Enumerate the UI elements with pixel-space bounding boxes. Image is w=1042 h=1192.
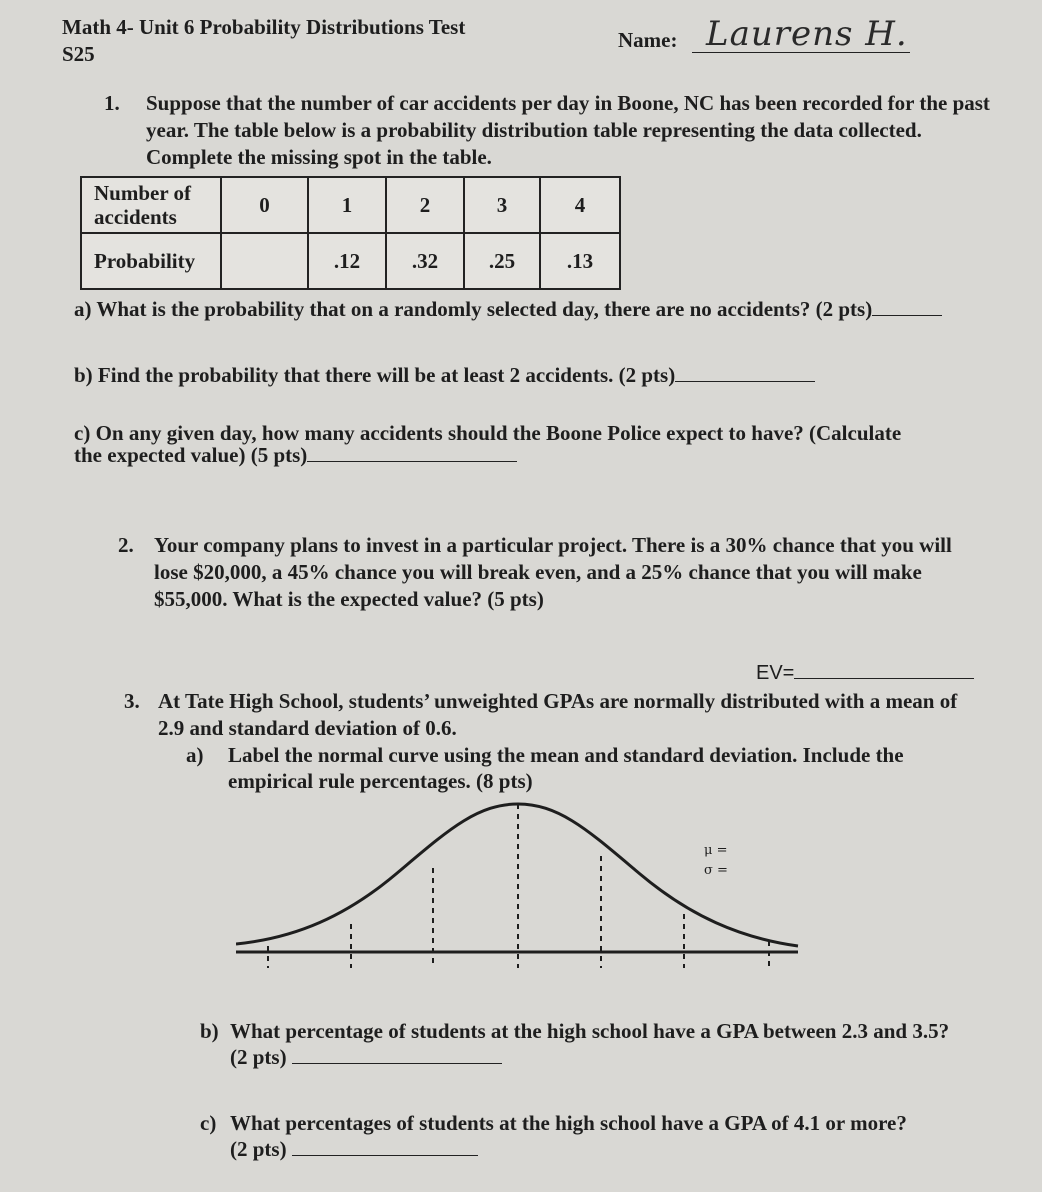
ev-label: EV= [756, 662, 795, 684]
question-3b-label: b) [200, 1019, 219, 1043]
question-1 [104, 90, 1004, 171]
sigma-label: σ = [704, 863, 728, 878]
question-1c-line1: c) On any given day, how many accidents should the Boone Police expect to have? (Calculate [74, 421, 902, 445]
question-1b-text: b) Find the probability that there will be at least 2 accidents. (2 pts) [74, 363, 676, 387]
question-3c-points [230, 1136, 1000, 1162]
question-3a-label: a) [186, 743, 204, 767]
probability-table [80, 176, 621, 290]
table-header-accidents: Number of accidents [81, 177, 221, 233]
name-label: Name: [618, 28, 678, 52]
question-2-number: 2. [118, 533, 134, 557]
question-1a [74, 296, 1034, 322]
answer-blank-3b[interactable] [292, 1045, 502, 1064]
table-header-probability: Probability [81, 233, 221, 289]
question-3a-text: Label the normal curve using the mean and standard deviation. Include the empirical rule percentages. (8 pts) [228, 743, 904, 793]
table-cell-missing[interactable] [221, 233, 308, 289]
table-cell-p: .13 [540, 233, 620, 289]
table-cell-x: 0 [221, 177, 308, 233]
question-3a [186, 742, 926, 794]
table-cell-x: 4 [540, 177, 620, 233]
table-cell-p: .12 [308, 233, 386, 289]
answer-blank-3c[interactable] [292, 1137, 478, 1156]
question-3c-text: What percentages of students at the high school have a GPA of 4.1 or more? [230, 1111, 907, 1135]
table-cell-x: 1 [308, 177, 386, 233]
question-3-text: At Tate High School, students’ unweighted GPAs are normally distributed with a mean of 2.9 and standard deviation of 0.6. [158, 689, 958, 740]
question-3c-label: c) [200, 1111, 217, 1135]
question-3b-points [230, 1044, 1000, 1070]
table-row-accidents [81, 177, 620, 233]
table-cell-x: 2 [386, 177, 464, 233]
normal-curve-diagram [236, 796, 802, 988]
question-2 [118, 532, 988, 613]
answer-blank-1c[interactable] [307, 443, 517, 462]
question-2-ev [756, 662, 974, 685]
answer-blank-1a[interactable] [872, 297, 942, 316]
answer-blank-1b[interactable] [675, 363, 815, 382]
question-1c-line2 [74, 442, 1034, 468]
question-1-text: Suppose that the number of car accidents per day in Boone, NC has been recorded for the past year. The table below is a probability distribution table representing the data collected. Complete the missing spot in the table. [146, 91, 990, 169]
question-1a-text: a) What is the probability that on a randomly selected day, there are no accidents? (2 pts) [74, 297, 873, 321]
table-row-probability [81, 233, 620, 289]
question-3b [200, 1018, 1000, 1070]
answer-blank-ev[interactable] [794, 662, 974, 679]
table-cell-x: 3 [464, 177, 540, 233]
question-1c-text: the expected value) (5 pts) [74, 443, 308, 467]
table-cell-p: .25 [464, 233, 540, 289]
question-3c-pts: (2 pts) [230, 1137, 287, 1161]
question-3-number: 3. [124, 689, 140, 713]
test-title: Math 4- Unit 6 Probability Distributions Test [62, 15, 466, 39]
question-3c [200, 1110, 1000, 1162]
question-1b [74, 362, 1034, 388]
student-name: Laurens H. [706, 14, 908, 54]
question-1-number: 1. [104, 91, 120, 115]
mu-label: μ = [704, 843, 728, 858]
question-2-text: Your company plans to invest in a particular project. There is a 30% chance that you will lose $20,000, a 45% chance you will break even, and a 25% chance that you will make $55,000. What is the expected value? (5 pts) [154, 533, 952, 611]
question-3 [124, 688, 984, 742]
term-code: S25 [62, 42, 95, 66]
question-3b-pts: (2 pts) [230, 1045, 287, 1069]
question-3b-text: What percentage of students at the high school have a GPA between 2.3 and 3.5? [230, 1019, 950, 1043]
table-cell-p: .32 [386, 233, 464, 289]
